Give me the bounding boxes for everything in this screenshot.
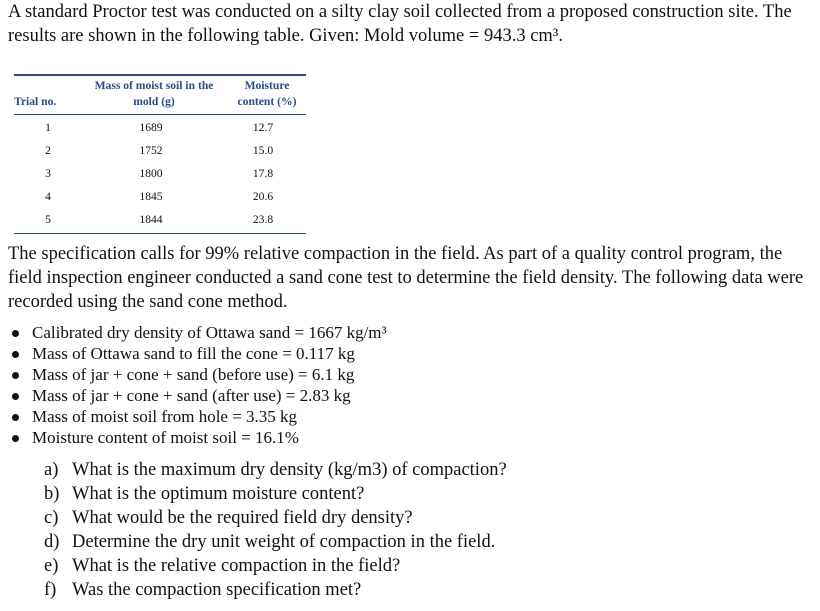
question-marker: b) bbox=[44, 484, 60, 504]
cell-trial: 5 bbox=[14, 208, 82, 234]
cell-moisture: 23.8 bbox=[220, 208, 306, 234]
question-item bbox=[44, 506, 507, 530]
table-header-row bbox=[14, 75, 306, 115]
bullet-icon bbox=[12, 393, 19, 400]
list-item bbox=[8, 364, 387, 385]
question-item bbox=[44, 578, 507, 602]
cell-moisture: 15.0 bbox=[252, 144, 274, 157]
question-text: Determine the dry unit weight of compaction in the field. bbox=[72, 532, 496, 552]
list-item-text: Mass of jar + cone + sand (before use) = 6.1 kg bbox=[32, 365, 355, 384]
question-text: What would be the required field dry density? bbox=[72, 508, 413, 528]
cell-trial: 4 bbox=[45, 190, 51, 203]
question-marker: e) bbox=[44, 556, 59, 576]
proctor-results-table bbox=[14, 74, 306, 234]
header-trial-no: Trial no. bbox=[14, 95, 57, 108]
cell-mass: 1752 bbox=[139, 144, 163, 157]
question-marker: a) bbox=[44, 460, 59, 480]
cell-moisture: 12.7 bbox=[220, 115, 306, 140]
cell-trial: 2 bbox=[45, 144, 51, 157]
cell-moisture: 17.8 bbox=[252, 167, 274, 180]
question-text: Was the compaction specification met? bbox=[72, 580, 362, 600]
table-row bbox=[14, 208, 306, 234]
cell-trial: 3 bbox=[45, 167, 51, 180]
cell-mass: 1845 bbox=[139, 190, 163, 203]
question-item bbox=[44, 482, 507, 506]
question-item bbox=[44, 554, 507, 578]
list-item-text: Mass of Ottawa sand to fill the cone = 0.117 kg bbox=[32, 344, 355, 363]
list-item bbox=[8, 385, 387, 406]
list-item-text: Mass of jar + cone + sand (after use) = 2.83 kg bbox=[32, 386, 351, 405]
specification-paragraph: The specification calls for 99% relative compaction in the field. As part of a quality control program, the field inspection engineer conducted a sand cone test to determine the field density. The following data were recorded using the sand cone method. bbox=[8, 244, 804, 312]
list-item bbox=[8, 343, 387, 364]
list-item bbox=[8, 322, 387, 343]
question-marker: d) bbox=[44, 532, 60, 552]
bullet-icon bbox=[12, 414, 19, 421]
table-row bbox=[14, 115, 306, 140]
question-marker: f) bbox=[44, 580, 57, 600]
cell-mass: 1689 bbox=[82, 115, 220, 140]
bullet-icon bbox=[12, 330, 19, 337]
question-item bbox=[44, 530, 507, 554]
sand-cone-data-list bbox=[8, 322, 387, 448]
list-item bbox=[8, 406, 387, 427]
list-item-text: Moisture content of moist soil = 16.1% bbox=[32, 428, 299, 447]
bullet-icon bbox=[12, 351, 19, 358]
question-text: What is the relative compaction in the field? bbox=[72, 556, 401, 576]
bullet-icon bbox=[12, 435, 19, 442]
bullet-icon bbox=[12, 372, 19, 379]
cell-trial: 1 bbox=[14, 115, 82, 140]
list-item bbox=[8, 427, 387, 448]
list-item-text: Mass of moist soil from hole = 3.35 kg bbox=[32, 407, 298, 426]
table-row bbox=[14, 185, 306, 208]
question-list bbox=[44, 458, 507, 602]
question-marker: c) bbox=[44, 508, 59, 528]
header-mass-moist-soil: Mass of moist soil in the mold (g) bbox=[94, 79, 214, 108]
table-row bbox=[14, 162, 306, 185]
question-item bbox=[44, 458, 507, 482]
intro-paragraph: A standard Proctor test was conducted on a silty clay soil collected from a proposed construction site. The results are shown in the following table. Given: Mold volume = 943.3 cm³. bbox=[8, 2, 792, 46]
list-item-text: Calibrated dry density of Ottawa sand = 1667 kg/m³ bbox=[32, 323, 387, 342]
table-row bbox=[14, 139, 306, 162]
header-moisture-content: Moisture content (%) bbox=[237, 79, 297, 108]
cell-mass: 1844 bbox=[82, 208, 220, 234]
cell-moisture: 20.6 bbox=[252, 190, 274, 203]
cell-mass: 1800 bbox=[139, 167, 163, 180]
question-text: What is the optimum moisture content? bbox=[72, 484, 365, 504]
question-text: What is the maximum dry density (kg/m3) of compaction? bbox=[72, 460, 507, 480]
